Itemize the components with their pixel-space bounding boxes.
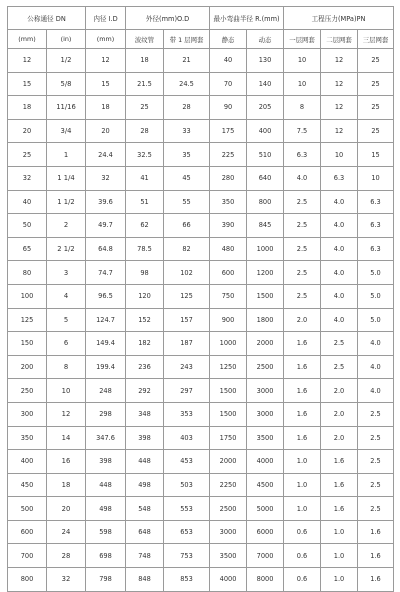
cell-pn-three-braid: 15	[358, 143, 394, 167]
cell-radius-dynamic: 140	[247, 72, 284, 96]
cell-od-corrugated: 18	[126, 49, 164, 73]
cell-radius-static: 2250	[210, 473, 247, 497]
cell-dn-mm: 15	[8, 72, 47, 96]
cell-pn-three-braid: 25	[358, 49, 394, 73]
table-row	[8, 450, 394, 474]
table-row	[8, 568, 394, 592]
cell-id-mm: 498	[86, 497, 126, 521]
cell-pn-two-braid: 12	[321, 96, 358, 120]
cell-od-one-braid: 102	[164, 261, 210, 285]
cell-id-mm: 398	[86, 450, 126, 474]
cell-radius-static: 900	[210, 308, 247, 332]
cell-pn-one-braid: 0.6	[284, 568, 321, 592]
cell-pn-one-braid: 2.5	[284, 237, 321, 261]
table-row	[8, 166, 394, 190]
group-header-row	[8, 7, 394, 30]
cell-od-one-braid: 243	[164, 355, 210, 379]
cell-od-one-braid: 297	[164, 379, 210, 403]
cell-pn-two-braid: 12	[321, 119, 358, 143]
cell-pn-one-braid: 2.0	[284, 308, 321, 332]
cell-id-mm: 598	[86, 520, 126, 544]
cell-radius-static: 4000	[210, 568, 247, 592]
cell-pn-three-braid: 6.3	[358, 214, 394, 238]
cell-radius-dynamic: 1000	[247, 237, 284, 261]
cell-dn-mm: 32	[8, 166, 47, 190]
subheader-two-braid: 二层网套	[321, 30, 358, 49]
cell-pn-two-braid: 2.5	[321, 332, 358, 356]
cell-radius-dynamic: 1200	[247, 261, 284, 285]
cell-dn-in: 10	[47, 379, 86, 403]
subheader-dn-in: (in)	[47, 30, 86, 49]
cell-dn-in: 12	[47, 402, 86, 426]
cell-od-corrugated: 152	[126, 308, 164, 332]
cell-pn-three-braid: 2.5	[358, 497, 394, 521]
table-row	[8, 308, 394, 332]
cell-od-corrugated: 748	[126, 544, 164, 568]
cell-radius-static: 3000	[210, 520, 247, 544]
cell-pn-three-braid: 10	[358, 166, 394, 190]
cell-radius-static: 90	[210, 96, 247, 120]
cell-pn-three-braid: 2.5	[358, 402, 394, 426]
cell-dn-mm: 800	[8, 568, 47, 592]
cell-dn-in: 1 1/2	[47, 190, 86, 214]
cell-dn-mm: 300	[8, 402, 47, 426]
cell-radius-dynamic: 4000	[247, 450, 284, 474]
cell-dn-mm: 25	[8, 143, 47, 167]
cell-od-corrugated: 448	[126, 450, 164, 474]
cell-dn-mm: 250	[8, 379, 47, 403]
cell-radius-static: 1750	[210, 426, 247, 450]
cell-od-corrugated: 62	[126, 214, 164, 238]
cell-dn-mm: 20	[8, 119, 47, 143]
cell-od-corrugated: 498	[126, 473, 164, 497]
subheader-id-mm: (mm)	[86, 30, 126, 49]
cell-pn-two-braid: 2.0	[321, 402, 358, 426]
cell-pn-one-braid: 0.6	[284, 520, 321, 544]
cell-od-corrugated: 348	[126, 402, 164, 426]
cell-dn-mm: 100	[8, 284, 47, 308]
cell-radius-dynamic: 800	[247, 190, 284, 214]
cell-pn-two-braid: 4.0	[321, 261, 358, 285]
cell-od-corrugated: 120	[126, 284, 164, 308]
table-row	[8, 332, 394, 356]
subheader-one-braid-od: 带 1 层网套	[164, 30, 210, 49]
cell-pn-three-braid: 1.6	[358, 544, 394, 568]
cell-radius-dynamic: 130	[247, 49, 284, 73]
cell-pn-one-braid: 1.0	[284, 473, 321, 497]
cell-od-one-braid: 853	[164, 568, 210, 592]
cell-pn-one-braid: 10	[284, 72, 321, 96]
table-row	[8, 497, 394, 521]
cell-pn-one-braid: 1.0	[284, 450, 321, 474]
cell-od-corrugated: 21.5	[126, 72, 164, 96]
cell-pn-one-braid: 1.6	[284, 426, 321, 450]
cell-dn-mm: 600	[8, 520, 47, 544]
cell-od-one-braid: 403	[164, 426, 210, 450]
cell-pn-one-braid: 8	[284, 96, 321, 120]
cell-dn-in: 1 1/4	[47, 166, 86, 190]
cell-od-one-braid: 503	[164, 473, 210, 497]
cell-id-mm: 64.8	[86, 237, 126, 261]
cell-pn-three-braid: 25	[358, 96, 394, 120]
cell-id-mm: 18	[86, 96, 126, 120]
cell-dn-mm: 65	[8, 237, 47, 261]
cell-radius-dynamic: 6000	[247, 520, 284, 544]
subheader-dynamic: 动态	[247, 30, 284, 49]
cell-od-one-braid: 33	[164, 119, 210, 143]
cell-pn-three-braid: 4.0	[358, 332, 394, 356]
cell-dn-in: 16	[47, 450, 86, 474]
cell-radius-dynamic: 2000	[247, 332, 284, 356]
cell-od-one-braid: 35	[164, 143, 210, 167]
cell-od-corrugated: 848	[126, 568, 164, 592]
sub-header-row	[8, 30, 394, 49]
cell-pn-one-braid: 1.6	[284, 379, 321, 403]
cell-od-one-braid: 753	[164, 544, 210, 568]
cell-radius-dynamic: 1500	[247, 284, 284, 308]
table-row	[8, 190, 394, 214]
cell-od-corrugated: 41	[126, 166, 164, 190]
cell-radius-dynamic: 1800	[247, 308, 284, 332]
subheader-one-braid: 一层网套	[284, 30, 321, 49]
cell-od-corrugated: 398	[126, 426, 164, 450]
cell-dn-in: 4	[47, 284, 86, 308]
header-outer-diameter: 外径(mm)O.D	[126, 7, 210, 30]
table-row	[8, 214, 394, 238]
cell-radius-dynamic: 845	[247, 214, 284, 238]
cell-radius-static: 1250	[210, 355, 247, 379]
table-row	[8, 284, 394, 308]
cell-id-mm: 20	[86, 119, 126, 143]
cell-dn-in: 24	[47, 520, 86, 544]
cell-pn-three-braid: 4.0	[358, 379, 394, 403]
cell-dn-mm: 450	[8, 473, 47, 497]
cell-dn-mm: 50	[8, 214, 47, 238]
cell-od-corrugated: 182	[126, 332, 164, 356]
cell-radius-static: 1500	[210, 402, 247, 426]
cell-radius-static: 3500	[210, 544, 247, 568]
cell-id-mm: 448	[86, 473, 126, 497]
table-row	[8, 544, 394, 568]
cell-pn-three-braid: 5.0	[358, 284, 394, 308]
cell-radius-static: 350	[210, 190, 247, 214]
cell-pn-two-braid: 4.0	[321, 214, 358, 238]
cell-id-mm: 74.7	[86, 261, 126, 285]
cell-dn-mm: 500	[8, 497, 47, 521]
cell-pn-three-braid: 5.0	[358, 261, 394, 285]
cell-id-mm: 199.4	[86, 355, 126, 379]
cell-radius-static: 2000	[210, 450, 247, 474]
table-row	[8, 261, 394, 285]
cell-od-one-braid: 653	[164, 520, 210, 544]
cell-od-one-braid: 55	[164, 190, 210, 214]
cell-radius-static: 70	[210, 72, 247, 96]
cell-od-corrugated: 28	[126, 119, 164, 143]
cell-dn-in: 11/16	[47, 96, 86, 120]
cell-dn-mm: 12	[8, 49, 47, 73]
cell-od-one-braid: 157	[164, 308, 210, 332]
cell-pn-two-braid: 1.0	[321, 520, 358, 544]
cell-dn-in: 18	[47, 473, 86, 497]
cell-radius-static: 750	[210, 284, 247, 308]
cell-pn-three-braid: 1.6	[358, 520, 394, 544]
cell-od-corrugated: 25	[126, 96, 164, 120]
cell-id-mm: 298	[86, 402, 126, 426]
cell-id-mm: 248	[86, 379, 126, 403]
cell-od-corrugated: 32.5	[126, 143, 164, 167]
cell-dn-mm: 400	[8, 450, 47, 474]
cell-pn-two-braid: 4.0	[321, 284, 358, 308]
cell-pn-two-braid: 4.0	[321, 308, 358, 332]
cell-pn-three-braid: 2.5	[358, 450, 394, 474]
cell-radius-dynamic: 2500	[247, 355, 284, 379]
cell-dn-in: 5/8	[47, 72, 86, 96]
cell-pn-three-braid: 5.0	[358, 308, 394, 332]
cell-pn-one-braid: 4.0	[284, 166, 321, 190]
cell-id-mm: 347.6	[86, 426, 126, 450]
cell-pn-two-braid: 1.6	[321, 497, 358, 521]
cell-dn-mm: 150	[8, 332, 47, 356]
cell-id-mm: 39.6	[86, 190, 126, 214]
cell-pn-two-braid: 10	[321, 143, 358, 167]
cell-radius-static: 1500	[210, 379, 247, 403]
header-min-bend-radius: 最小弯曲半径 R.(mm)	[210, 7, 284, 30]
cell-pn-three-braid: 4.0	[358, 355, 394, 379]
cell-dn-mm: 40	[8, 190, 47, 214]
cell-dn-mm: 200	[8, 355, 47, 379]
cell-radius-dynamic: 4500	[247, 473, 284, 497]
cell-dn-mm: 125	[8, 308, 47, 332]
cell-radius-static: 600	[210, 261, 247, 285]
table-row	[8, 119, 394, 143]
subheader-three-braid: 三层网套	[358, 30, 394, 49]
cell-radius-dynamic: 8000	[247, 568, 284, 592]
subheader-corrugated: 波纹管	[126, 30, 164, 49]
cell-dn-in: 8	[47, 355, 86, 379]
cell-id-mm: 49.7	[86, 214, 126, 238]
cell-pn-one-braid: 7.5	[284, 119, 321, 143]
cell-radius-dynamic: 3000	[247, 379, 284, 403]
cell-pn-one-braid: 2.5	[284, 284, 321, 308]
cell-id-mm: 124.7	[86, 308, 126, 332]
cell-pn-one-braid: 1.0	[284, 497, 321, 521]
cell-radius-dynamic: 205	[247, 96, 284, 120]
cell-pn-three-braid: 25	[358, 72, 394, 96]
cell-dn-in: 1	[47, 143, 86, 167]
cell-dn-in: 3	[47, 261, 86, 285]
cell-pn-two-braid: 6.3	[321, 166, 358, 190]
cell-id-mm: 15	[86, 72, 126, 96]
cell-od-corrugated: 292	[126, 379, 164, 403]
cell-od-one-braid: 28	[164, 96, 210, 120]
cell-dn-in: 32	[47, 568, 86, 592]
cell-od-corrugated: 51	[126, 190, 164, 214]
cell-radius-dynamic: 510	[247, 143, 284, 167]
cell-pn-two-braid: 12	[321, 49, 358, 73]
cell-radius-static: 480	[210, 237, 247, 261]
cell-pn-three-braid: 1.6	[358, 568, 394, 592]
table-row	[8, 426, 394, 450]
cell-od-one-braid: 24.5	[164, 72, 210, 96]
cell-od-corrugated: 648	[126, 520, 164, 544]
cell-od-one-braid: 187	[164, 332, 210, 356]
cell-radius-static: 40	[210, 49, 247, 73]
cell-dn-in: 14	[47, 426, 86, 450]
cell-pn-three-braid: 25	[358, 119, 394, 143]
cell-dn-in: 2	[47, 214, 86, 238]
cell-dn-in: 6	[47, 332, 86, 356]
cell-pn-two-braid: 4.0	[321, 237, 358, 261]
cell-radius-dynamic: 7000	[247, 544, 284, 568]
cell-dn-mm: 350	[8, 426, 47, 450]
table-row	[8, 379, 394, 403]
cell-od-one-braid: 125	[164, 284, 210, 308]
table-row	[8, 355, 394, 379]
cell-id-mm: 32	[86, 166, 126, 190]
cell-dn-in: 2 1/2	[47, 237, 86, 261]
cell-radius-static: 1000	[210, 332, 247, 356]
cell-id-mm: 12	[86, 49, 126, 73]
cell-dn-in: 5	[47, 308, 86, 332]
cell-id-mm: 149.4	[86, 332, 126, 356]
cell-pn-two-braid: 2.0	[321, 379, 358, 403]
table-body	[8, 49, 394, 592]
cell-od-one-braid: 553	[164, 497, 210, 521]
cell-dn-in: 1/2	[47, 49, 86, 73]
cell-od-one-braid: 21	[164, 49, 210, 73]
cell-id-mm: 798	[86, 568, 126, 592]
cell-od-one-braid: 66	[164, 214, 210, 238]
table-row	[8, 49, 394, 73]
table-row	[8, 473, 394, 497]
cell-pn-two-braid: 4.0	[321, 190, 358, 214]
cell-radius-dynamic: 3500	[247, 426, 284, 450]
cell-od-one-braid: 82	[164, 237, 210, 261]
header-nominal-diameter: 公称通径 DN	[8, 7, 86, 30]
cell-pn-one-braid: 2.5	[284, 261, 321, 285]
cell-pn-three-braid: 2.5	[358, 473, 394, 497]
cell-pn-two-braid: 2.5	[321, 355, 358, 379]
cell-pn-one-braid: 1.6	[284, 402, 321, 426]
cell-radius-dynamic: 640	[247, 166, 284, 190]
cell-pn-two-braid: 12	[321, 72, 358, 96]
cell-radius-static: 225	[210, 143, 247, 167]
cell-dn-mm: 700	[8, 544, 47, 568]
cell-od-one-braid: 353	[164, 402, 210, 426]
cell-pn-two-braid: 1.6	[321, 450, 358, 474]
cell-radius-dynamic: 5000	[247, 497, 284, 521]
spec-table	[7, 6, 394, 592]
cell-pn-three-braid: 6.3	[358, 237, 394, 261]
table-row	[8, 72, 394, 96]
table-row	[8, 96, 394, 120]
cell-od-one-braid: 45	[164, 166, 210, 190]
cell-pn-two-braid: 1.0	[321, 544, 358, 568]
cell-radius-static: 280	[210, 166, 247, 190]
cell-pn-one-braid: 2.5	[284, 214, 321, 238]
cell-pn-one-braid: 10	[284, 49, 321, 73]
cell-radius-static: 390	[210, 214, 247, 238]
cell-id-mm: 96.5	[86, 284, 126, 308]
cell-id-mm: 698	[86, 544, 126, 568]
cell-radius-static: 2500	[210, 497, 247, 521]
cell-pn-one-braid: 6.3	[284, 143, 321, 167]
cell-pn-one-braid: 1.6	[284, 332, 321, 356]
cell-pn-three-braid: 2.5	[358, 426, 394, 450]
table-row	[8, 520, 394, 544]
cell-pn-two-braid: 1.0	[321, 568, 358, 592]
cell-od-corrugated: 78.5	[126, 237, 164, 261]
cell-od-one-braid: 453	[164, 450, 210, 474]
cell-dn-in: 3/4	[47, 119, 86, 143]
table-row	[8, 237, 394, 261]
cell-id-mm: 24.4	[86, 143, 126, 167]
header-inner-diameter: 内径 I.D	[86, 7, 126, 30]
cell-pn-two-braid: 1.6	[321, 473, 358, 497]
subheader-dn-mm: (mm)	[8, 30, 47, 49]
header-working-pressure: 工程压力(MPa)PN	[284, 7, 394, 30]
cell-pn-one-braid: 0.6	[284, 544, 321, 568]
cell-pn-three-braid: 6.3	[358, 190, 394, 214]
cell-dn-in: 28	[47, 544, 86, 568]
cell-dn-in: 20	[47, 497, 86, 521]
cell-dn-mm: 80	[8, 261, 47, 285]
table-row	[8, 402, 394, 426]
cell-od-corrugated: 548	[126, 497, 164, 521]
cell-radius-dynamic: 400	[247, 119, 284, 143]
subheader-static: 静态	[210, 30, 247, 49]
cell-pn-one-braid: 1.6	[284, 355, 321, 379]
cell-radius-dynamic: 3000	[247, 402, 284, 426]
cell-od-corrugated: 236	[126, 355, 164, 379]
cell-dn-mm: 18	[8, 96, 47, 120]
cell-radius-static: 175	[210, 119, 247, 143]
cell-od-corrugated: 98	[126, 261, 164, 285]
cell-pn-one-braid: 2.5	[284, 190, 321, 214]
cell-pn-two-braid: 2.0	[321, 426, 358, 450]
table-row	[8, 143, 394, 167]
